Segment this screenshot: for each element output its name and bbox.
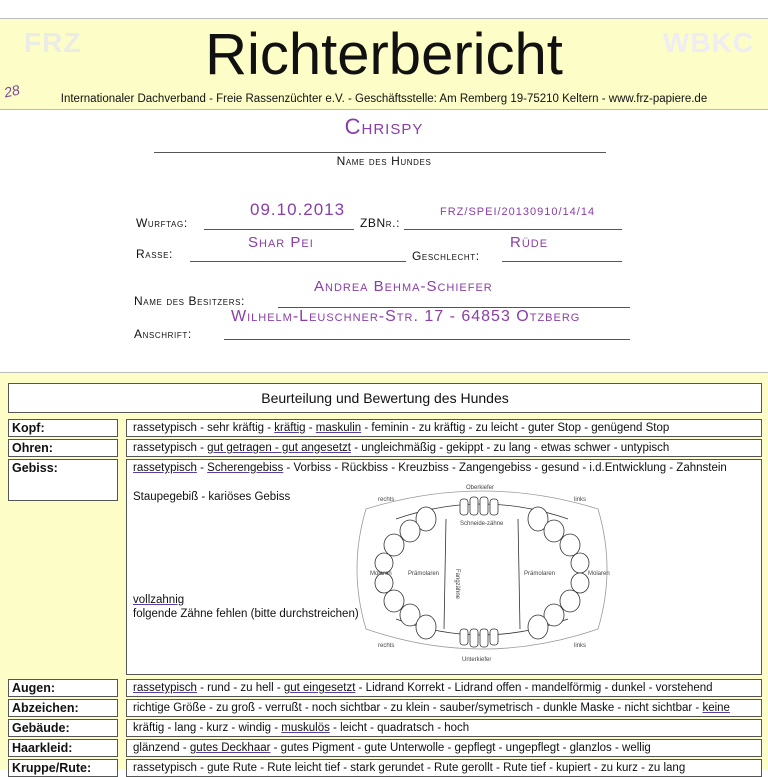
haarkleid-text-2: - gutes Pigment - gute Unterwolle - gepflegt - ungepflegt - glanzlos - wellig — [270, 742, 651, 754]
haarkleid-text-1: glänzend - — [133, 742, 190, 754]
label-links-lower: links — [574, 643, 587, 649]
abzeichen-selected-1: keine — [702, 702, 730, 714]
label-fangzaehne: Fangzähne — [454, 569, 460, 600]
rasse-value: Shar Pei — [248, 234, 314, 251]
augen-text-1: - rund - zu hell - — [196, 682, 284, 694]
zbnr-value: FRZ/SPEI/20130910/14/14 — [440, 206, 596, 218]
ohren-options — [126, 439, 762, 457]
page-title: Richterbericht — [205, 22, 563, 87]
gebiss-text-1: - — [196, 462, 208, 474]
label-molaren-right: Molaren — [588, 571, 610, 577]
gebiss-selected-2: Scherengebiss — [207, 462, 284, 474]
label-molaren-left: Molaren — [370, 571, 392, 577]
ohren-selected-1: gut getragen - gut angesetzt — [207, 442, 351, 454]
abzeichen-options — [126, 699, 762, 717]
label-oberkiefer: Oberkiefer — [466, 485, 495, 491]
upper-incisors — [460, 497, 498, 515]
ohren-text-2: - ungleichmäßig - gekippt - zu lang - etwas schwer - untypisch — [351, 442, 670, 454]
evaluation-title: Beurteilung und Bewertung des Hundes — [8, 383, 762, 413]
rasse-label: Rasse: — [136, 247, 173, 261]
anschrift-label: Anschrift: — [134, 327, 192, 341]
gebiss-label: Gebiss: — [8, 459, 118, 501]
ohren-label: Ohren: — [8, 439, 118, 457]
kopf-text-2: - — [305, 422, 316, 434]
kopf-text-3: - feminin - zu kräftig - zu leicht - guter Stop - genügend Stop — [361, 422, 670, 434]
label-praemolaren-left: Prämolaren — [408, 571, 440, 577]
rasse-rule — [190, 261, 406, 262]
gebiss-missing-note: folgende Zähne fehlen (bitte durchstreichen) — [133, 608, 359, 620]
zbnr-label: ZBNr.: — [360, 216, 401, 230]
augen-text-2: - Lidrand Korrekt - Lidrand offen - mandelförmig - dunkel - vorstehend — [355, 682, 713, 694]
dog-name-label: Name des Hundes — [336, 154, 432, 168]
lower-incisors — [460, 629, 498, 647]
dog-info-form — [0, 108, 768, 370]
wurftag-value: 09.10.2013 — [250, 200, 346, 219]
anschrift-rule — [224, 339, 630, 340]
abzeichen-text-1: richtige Größe - zu groß - verrußt - noch sichtbar - zu klein - sauber/symetrisch - dunkle Maske - nicht sichtbar - — [133, 702, 703, 714]
haarkleid-label: Haarkleid: — [8, 739, 118, 757]
wurftag-label: Wurftag: — [136, 216, 188, 230]
gebaeude-text-1: kräftig - lang - kurz - windig - — [133, 722, 282, 734]
besitzer-value: Andrea Behma-Schiefer — [314, 278, 493, 295]
jaw-divider-right — [518, 519, 520, 629]
evaluation-panel — [0, 372, 768, 775]
kopf-label: Kopf: — [8, 419, 118, 437]
kopf-text-1: rassetypisch - sehr kräftig - — [133, 422, 275, 434]
gebiss-selected-1: rassetypisch — [133, 462, 197, 474]
gebiss-vollzahnig: vollzahnig — [133, 594, 185, 606]
augen-selected-2: gut eingesetzt — [283, 682, 356, 694]
label-links-upper: links — [574, 497, 587, 503]
kopf-options — [126, 419, 762, 437]
gebaeude-selected-1: muskulös — [281, 722, 330, 734]
geschlecht-rule — [502, 261, 622, 262]
kopf-selected-2: maskulin — [315, 422, 362, 434]
anschrift-value: Wilhelm-Leuschner-Str. 17 - 64853 Otzberg — [231, 308, 581, 325]
gebiss-line-1 — [133, 460, 761, 477]
label-rechts-lower: rechts — [378, 643, 395, 649]
dental-diagram — [326, 479, 638, 663]
gebiss-text-2: - Vorbiss - Rückbiss - Kreuzbiss - Zangengebiss - gesund - i.d.Entwicklung - Zahnstein — [283, 462, 727, 474]
label-praemolaren-right: Prämolaren — [524, 571, 556, 577]
kruppe-label: Kruppe/Rute: — [8, 759, 118, 777]
watermark-left: FRZ — [24, 27, 82, 58]
abzeichen-label: Abzeichen: — [8, 699, 118, 717]
geschlecht-value: Rüde — [510, 234, 549, 251]
wurftag-rule — [204, 229, 354, 230]
augen-selected-1: rassetypisch — [133, 682, 197, 694]
label-schneidezaehne: Schneide-zähne — [460, 521, 504, 527]
gebaeude-text-2: - leicht - quadratsch - hoch — [329, 722, 470, 734]
watermark-right: WBKC — [662, 27, 754, 58]
besitzer-label: Name des Besitzers: — [134, 294, 245, 308]
gebiss-line-2: Staupegebiß - kariöses Gebiss — [133, 491, 291, 503]
gebaeude-options — [126, 719, 762, 737]
label-unterkiefer: Unterkiefer — [462, 657, 492, 663]
jaw-divider-left — [444, 519, 446, 629]
label-rechts-upper: rechts — [378, 497, 395, 503]
kruppe-text-1: rassetypisch - gute Rute - Rute leicht tief - stark gerundet - Rute gerollt - Rute tief - kupiert - zu kurz - zu lang — [133, 762, 686, 774]
haarkleid-options — [126, 739, 762, 757]
handwritten-note: 28 — [2, 81, 22, 101]
geschlecht-label: Geschlecht: — [412, 249, 480, 263]
augen-label: Augen: — [8, 679, 118, 697]
gebaeude-label: Gebäude: — [8, 719, 118, 737]
dog-name-value: Chrispy — [344, 114, 424, 139]
kruppe-options — [126, 759, 762, 777]
haarkleid-selected-1: gutes Deckhaar — [189, 742, 271, 754]
zbnr-rule — [404, 229, 622, 230]
augen-options — [126, 679, 762, 697]
kopf-selected-1: kräftig — [274, 422, 306, 434]
header-band — [0, 18, 768, 110]
org-line: Internationaler Dachverband - Freie Rassenzüchter e.V. - Geschäftsstelle: Am Remberg 19-75210 Keltern - www.frz-papiere.de — [60, 93, 708, 105]
dog-name-rule — [154, 152, 606, 153]
ohren-text-1: rassetypisch - — [133, 442, 208, 454]
